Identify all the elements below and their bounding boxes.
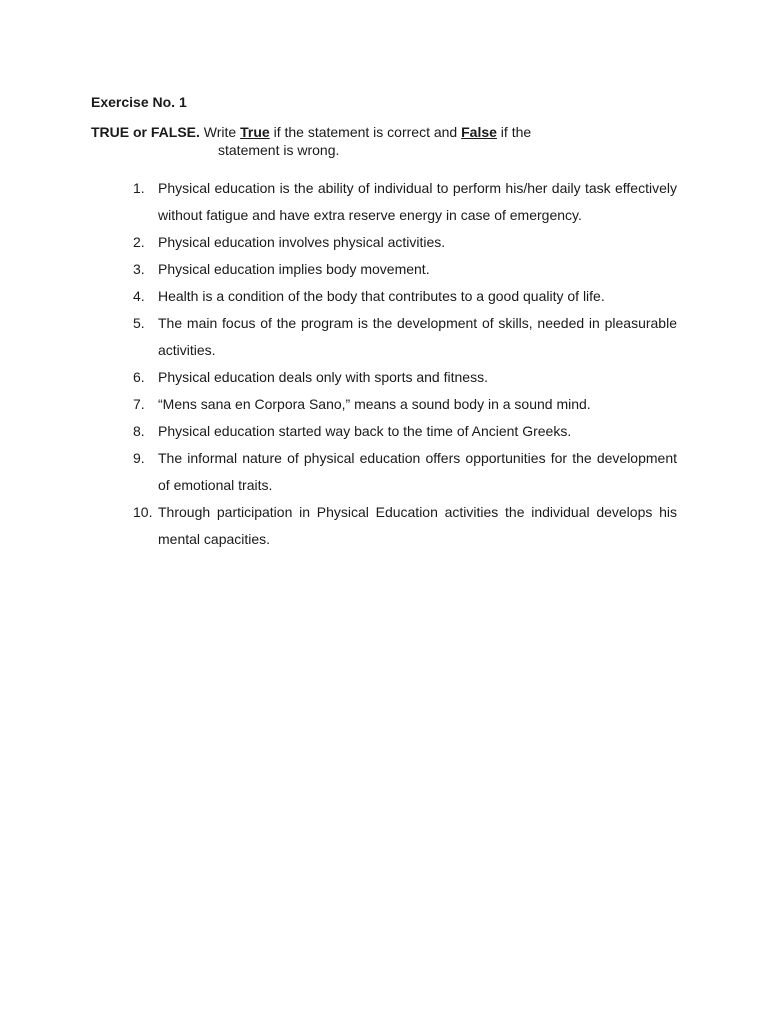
exercise-title: Exercise No. 1 [91,94,187,110]
instructions-label: TRUE or FALSE. [91,124,200,140]
list-item [133,445,677,499]
list-item [133,391,677,418]
item-number: 4. [133,288,145,304]
item-text: Through participation in Physical Education activities the individual develops his mental capacities. [158,504,677,547]
item-text: Physical education involves physical activities. [158,234,446,250]
list-item [133,283,677,310]
item-number: 2. [133,234,145,250]
list-item [133,364,677,391]
item-number: 5. [133,315,145,331]
instructions-text-3: if the [496,124,532,140]
item-number: 8. [133,423,145,439]
item-number: 9. [133,450,145,466]
item-text: Physical education deals only with sports and fitness. [158,369,488,385]
item-number: 7. [133,396,145,412]
item-text: Physical education implies body movement. [158,261,430,277]
item-text: “Mens sana en Corpora Sano,” means a sound body in a sound mind. [158,396,591,412]
list-item [133,229,677,256]
list-item [133,418,677,445]
item-number: 3. [133,261,145,277]
instructions-text-4: statement is wrong. [218,142,340,158]
statement-list [133,175,677,553]
instructions [91,123,611,159]
item-text: Physical education started way back to the time of Ancient Greeks. [158,423,572,439]
list-item [133,499,677,553]
item-text: The main focus of the program is the development of skills, needed in pleasurable activities. [158,315,677,358]
item-text: Physical education is the ability of individual to perform his/her daily task effectively without fatigue and have extra reserve energy in case of emergency. [158,180,677,223]
list-item [133,175,677,229]
list-item [133,310,677,364]
item-number: 6. [133,369,145,385]
item-text: The informal nature of physical education offers opportunities for the development of emotional traits. [158,450,677,493]
list-item [133,256,677,283]
keyword-false: False [461,124,497,140]
keyword-true: True [240,124,270,140]
item-text: Health is a condition of the body that contributes to a good quality of life. [158,288,605,304]
item-number: 1. [133,180,145,196]
instructions-text-2: if the statement is correct and [269,124,462,140]
item-number: 10. [133,504,153,520]
instructions-text-1: Write [199,124,241,140]
